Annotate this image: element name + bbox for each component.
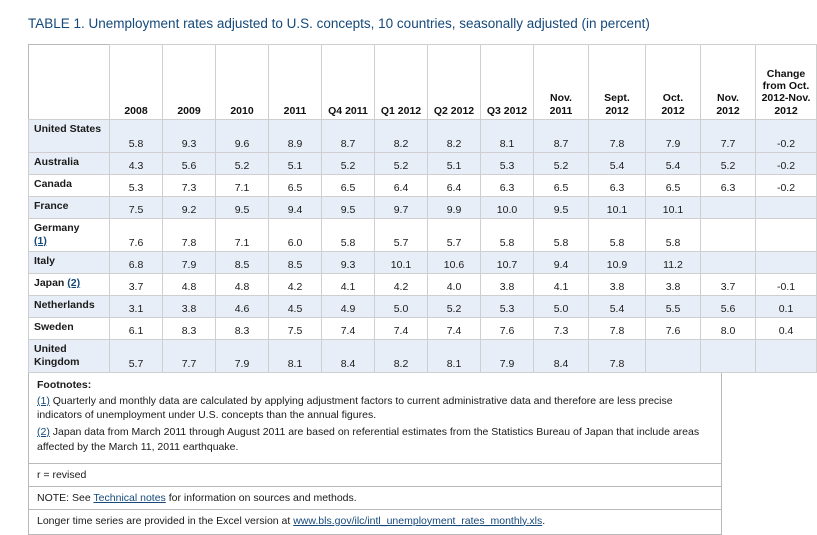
column-header-2009: 2009 xyxy=(163,44,216,119)
table-row xyxy=(29,273,817,295)
footnote-1-text: Quarterly and monthly data are calculated by applying adjustment factors to current administrative data and therefore are less precise indicators of unemployment under U.S. concepts than the annual figures. xyxy=(37,394,673,422)
column-header-sept-2012: Sept. 2012 xyxy=(589,44,646,119)
cell: 5.2 xyxy=(701,152,756,174)
cell: -0.1 xyxy=(756,273,817,295)
cell: 5.8 xyxy=(646,218,701,251)
technical-notes-link[interactable]: Technical notes xyxy=(93,491,166,504)
revised-note-block xyxy=(28,464,722,487)
cell: 9.3 xyxy=(322,251,375,273)
table-body xyxy=(29,119,817,373)
footnote-2-text: Japan data from March 2011 through August 2011 are based on referential estimates from the Statistics Bureau of Japan that include areas affected by the March 11, 2011 earthquake. xyxy=(37,426,700,453)
cell: 9.6 xyxy=(216,119,269,152)
cell: 6.8 xyxy=(110,251,163,273)
cell: 6.3 xyxy=(481,174,534,196)
cell: -0.2 xyxy=(756,152,817,174)
cell: 8.0 xyxy=(701,317,756,339)
cell: 10.9 xyxy=(589,251,646,273)
cell xyxy=(646,339,701,372)
sources-note-suffix: for information on sources and methods. xyxy=(165,491,357,504)
cell: 3.8 xyxy=(646,273,701,295)
cell: 5.3 xyxy=(110,174,163,196)
footnotes-section xyxy=(28,373,722,463)
cell: 5.2 xyxy=(428,295,481,317)
cell: 9.7 xyxy=(375,196,428,218)
cell: 6.3 xyxy=(589,174,646,196)
table-row xyxy=(29,152,817,174)
cell: 4.8 xyxy=(163,273,216,295)
table-row xyxy=(29,174,817,196)
excel-note-suffix: . xyxy=(542,514,546,527)
footnote-link-1[interactable]: (1) xyxy=(34,234,47,247)
row-header-united-kingdom: United Kingdom xyxy=(29,339,110,372)
column-header-2010: 2010 xyxy=(216,44,269,119)
cell: 9.3 xyxy=(163,119,216,152)
column-header-q2-2012: Q2 2012 xyxy=(428,44,481,119)
cell: 5.8 xyxy=(589,218,646,251)
cell: 7.6 xyxy=(110,218,163,251)
cell: 7.4 xyxy=(428,317,481,339)
footnote-marker-2[interactable]: (2) xyxy=(37,426,50,439)
cell: 5.1 xyxy=(428,152,481,174)
cell: 6.5 xyxy=(322,174,375,196)
cell: 8.3 xyxy=(216,317,269,339)
cell: 5.8 xyxy=(481,218,534,251)
row-header-france: France xyxy=(29,196,110,218)
cell xyxy=(756,196,817,218)
column-header-country xyxy=(29,44,110,119)
table-row xyxy=(29,218,817,251)
cell: 7.6 xyxy=(481,317,534,339)
cell: 9.5 xyxy=(322,196,375,218)
cell: 9.5 xyxy=(216,196,269,218)
cell: 4.5 xyxy=(269,295,322,317)
cell: 7.4 xyxy=(375,317,428,339)
cell: 5.7 xyxy=(375,218,428,251)
cell: 5.4 xyxy=(646,152,701,174)
footnote-2 xyxy=(37,425,713,454)
cell: 6.5 xyxy=(534,174,589,196)
cell: 6.5 xyxy=(269,174,322,196)
column-header-change: Change from Oct. 2012-Nov. 2012 xyxy=(756,44,817,119)
cell xyxy=(756,251,817,273)
cell: 5.3 xyxy=(481,152,534,174)
cell: 5.2 xyxy=(216,152,269,174)
cell: 10.1 xyxy=(589,196,646,218)
cell xyxy=(701,218,756,251)
cell: 4.3 xyxy=(110,152,163,174)
cell: 4.9 xyxy=(322,295,375,317)
cell: 4.8 xyxy=(216,273,269,295)
cell: 5.1 xyxy=(269,152,322,174)
cell: 4.1 xyxy=(534,273,589,295)
cell xyxy=(756,339,817,372)
column-header-2008: 2008 xyxy=(110,44,163,119)
cell xyxy=(756,218,817,251)
cell: 8.1 xyxy=(269,339,322,372)
table-row xyxy=(29,295,817,317)
cell: 4.1 xyxy=(322,273,375,295)
sources-note-block xyxy=(28,487,722,510)
table-header-row xyxy=(29,44,817,119)
cell: 3.8 xyxy=(163,295,216,317)
table-header xyxy=(29,44,817,119)
table-row xyxy=(29,317,817,339)
cell: 7.8 xyxy=(589,339,646,372)
cell: 6.0 xyxy=(269,218,322,251)
cell xyxy=(701,339,756,372)
cell: 7.1 xyxy=(216,174,269,196)
cell: 5.4 xyxy=(589,295,646,317)
table-row xyxy=(29,251,817,273)
table-row xyxy=(29,119,817,152)
unemployment-rates-table xyxy=(28,44,817,374)
cell: -0.2 xyxy=(756,119,817,152)
cell: 9.5 xyxy=(534,196,589,218)
cell: 8.9 xyxy=(269,119,322,152)
cell: 5.6 xyxy=(701,295,756,317)
cell: 5.8 xyxy=(110,119,163,152)
cell: 7.8 xyxy=(589,317,646,339)
column-header-q4-2011: Q4 2011 xyxy=(322,44,375,119)
row-header-germany xyxy=(29,218,110,251)
footnote-marker-1[interactable]: (1) xyxy=(37,394,50,407)
sources-note xyxy=(37,492,713,504)
cell: 3.1 xyxy=(110,295,163,317)
cell: 6.4 xyxy=(375,174,428,196)
page-title: TABLE 1. Unemployment rates adjusted to U.S. concepts, 10 countries, seasonally adjusted (in percent) xyxy=(28,16,650,31)
cell: 5.7 xyxy=(110,339,163,372)
cell: 5.7 xyxy=(428,218,481,251)
cell: 7.8 xyxy=(589,119,646,152)
cell: 7.9 xyxy=(481,339,534,372)
row-label: Japan xyxy=(34,276,65,289)
cell: 0.1 xyxy=(756,295,817,317)
row-header-canada: Canada xyxy=(29,174,110,196)
cell: 9.4 xyxy=(269,196,322,218)
row-label: Germany xyxy=(34,221,80,234)
row-header-netherlands: Netherlands xyxy=(29,295,110,317)
cell: 10.1 xyxy=(375,251,428,273)
column-header-q3-2012: Q3 2012 xyxy=(481,44,534,119)
cell: 11.2 xyxy=(646,251,701,273)
cell: 5.4 xyxy=(589,152,646,174)
cell: 6.3 xyxy=(701,174,756,196)
cell: 8.1 xyxy=(481,119,534,152)
excel-note-prefix: Longer time series are provided in the Excel version at xyxy=(37,514,294,527)
cell: 8.7 xyxy=(322,119,375,152)
cell: 7.5 xyxy=(269,317,322,339)
cell: 5.3 xyxy=(481,295,534,317)
cell: 8.4 xyxy=(322,339,375,372)
excel-note xyxy=(37,515,713,527)
cell: 4.2 xyxy=(269,273,322,295)
footnote-link-2[interactable]: (2) xyxy=(67,276,81,289)
cell: 5.2 xyxy=(534,152,589,174)
cell: 4.0 xyxy=(428,273,481,295)
cell: 10.0 xyxy=(481,196,534,218)
cell: 8.4 xyxy=(534,339,589,372)
column-header-nov-2012: Nov. 2012 xyxy=(701,44,756,119)
sources-note-prefix: NOTE: See xyxy=(37,491,94,504)
cell: 7.9 xyxy=(646,119,701,152)
cell: 5.8 xyxy=(322,218,375,251)
cell: 5.0 xyxy=(375,295,428,317)
row-header-japan xyxy=(29,273,110,295)
cell xyxy=(701,251,756,273)
cell: 8.5 xyxy=(269,251,322,273)
row-header-italy: Italy xyxy=(29,251,110,273)
cell: 7.9 xyxy=(216,339,269,372)
cell: 5.8 xyxy=(534,218,589,251)
cell: 8.5 xyxy=(216,251,269,273)
revised-note: r = revised xyxy=(37,468,87,481)
column-header-q1-2012: Q1 2012 xyxy=(375,44,428,119)
cell: 8.2 xyxy=(375,119,428,152)
excel-version-link[interactable]: www.bls.gov/ilc/intl_unemployment_rates_monthly.xls xyxy=(293,514,543,527)
cell: 8.3 xyxy=(163,317,216,339)
cell: 9.2 xyxy=(163,196,216,218)
excel-note-block xyxy=(28,510,722,535)
cell: 0.4 xyxy=(756,317,817,339)
cell: 8.1 xyxy=(428,339,481,372)
cell: 5.2 xyxy=(375,152,428,174)
cell: 6.1 xyxy=(110,317,163,339)
cell: 6.5 xyxy=(646,174,701,196)
cell: 10.7 xyxy=(481,251,534,273)
cell: 7.6 xyxy=(646,317,701,339)
footnotes-heading: Footnotes: xyxy=(37,379,92,392)
footnote-1 xyxy=(37,394,713,423)
table-row xyxy=(29,339,817,372)
column-header-2011: 2011 xyxy=(269,44,322,119)
cell: 9.9 xyxy=(428,196,481,218)
cell: 3.8 xyxy=(481,273,534,295)
cell: 4.6 xyxy=(216,295,269,317)
cell: 7.1 xyxy=(216,218,269,251)
cell: 10.6 xyxy=(428,251,481,273)
cell: 3.8 xyxy=(589,273,646,295)
cell: 7.4 xyxy=(322,317,375,339)
cell: 8.2 xyxy=(428,119,481,152)
cell: 7.9 xyxy=(163,251,216,273)
cell: 5.0 xyxy=(534,295,589,317)
cell: 10.1 xyxy=(646,196,701,218)
cell: 5.5 xyxy=(646,295,701,317)
cell: 5.2 xyxy=(322,152,375,174)
cell: 7.7 xyxy=(163,339,216,372)
cell: 8.7 xyxy=(534,119,589,152)
cell: 8.2 xyxy=(375,339,428,372)
cell: 5.6 xyxy=(163,152,216,174)
table-row xyxy=(29,196,817,218)
cell: 7.7 xyxy=(701,119,756,152)
cell: 6.4 xyxy=(428,174,481,196)
cell: 7.3 xyxy=(534,317,589,339)
row-header-sweden: Sweden xyxy=(29,317,110,339)
cell: 9.4 xyxy=(534,251,589,273)
cell: 7.8 xyxy=(163,218,216,251)
cell: 4.2 xyxy=(375,273,428,295)
row-header-united-states: United States xyxy=(29,119,110,152)
column-header-nov-2011: Nov. 2011 xyxy=(534,44,589,119)
column-header-oct-2012: Oct. 2012 xyxy=(646,44,701,119)
cell: 7.5 xyxy=(110,196,163,218)
cell: 3.7 xyxy=(701,273,756,295)
cell: -0.2 xyxy=(756,174,817,196)
row-header-australia: Australia xyxy=(29,152,110,174)
cell: 3.7 xyxy=(110,273,163,295)
cell: 7.3 xyxy=(163,174,216,196)
cell xyxy=(701,196,756,218)
